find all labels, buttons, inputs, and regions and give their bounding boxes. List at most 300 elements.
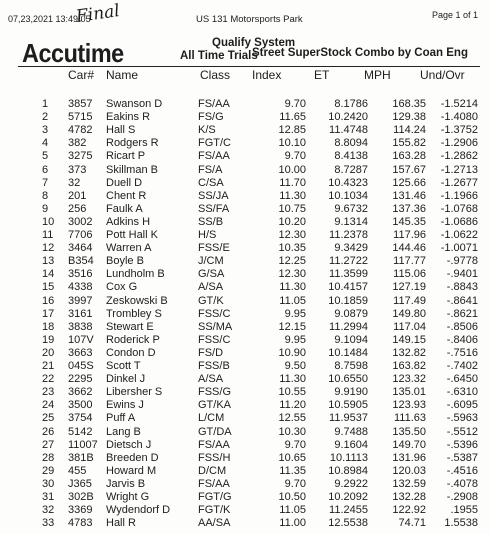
index-time: 10.35 <box>278 242 306 255</box>
table-row <box>0 333 490 347</box>
table-row <box>0 346 490 360</box>
trap-speed: 163.28 <box>392 150 426 163</box>
car-number: 3275 <box>68 150 93 163</box>
elapsed-time: 9.1314 <box>334 215 368 228</box>
car-number: 3997 <box>68 294 93 307</box>
elapsed-time: 11.2378 <box>329 229 368 241</box>
car-number: 4782 <box>68 124 93 137</box>
handwritten-final-note: Final <box>74 1 121 27</box>
elapsed-time: 9.1604 <box>334 438 368 451</box>
under-over: -.9401 <box>446 268 478 281</box>
table-row <box>0 280 490 294</box>
under-over: -.5396 <box>446 438 478 451</box>
row-position: 11 <box>42 229 54 241</box>
driver-name: Jarvis B <box>106 477 146 490</box>
race-class: L/CM <box>198 412 225 425</box>
driver-name: Dinkel J <box>106 373 146 386</box>
table-row <box>0 516 490 530</box>
table-row <box>0 149 490 163</box>
trap-speed: 114.24 <box>393 124 426 137</box>
car-number: 32 <box>68 176 81 189</box>
driver-name: Scott T <box>106 360 141 372</box>
elapsed-time: 8.7598 <box>334 360 368 372</box>
header-mph: MPH <box>364 68 391 82</box>
trap-speed: 132.59 <box>392 477 426 490</box>
race-class: FS/AA <box>198 150 230 163</box>
elapsed-time: 11.2455 <box>329 504 368 517</box>
elapsed-time: 11.4748 <box>329 124 368 137</box>
race-class: FS/AA <box>198 98 230 110</box>
car-number: 3500 <box>68 399 93 412</box>
table-row <box>0 254 490 268</box>
row-position: 25 <box>42 412 55 425</box>
under-over: -1.2906 <box>440 137 478 150</box>
under-over: -1.0071 <box>440 242 478 255</box>
trap-speed: 125.66 <box>392 176 426 189</box>
row-position: 26 <box>42 425 55 438</box>
table-row <box>0 503 490 517</box>
car-number: 302B <box>68 491 94 503</box>
trap-speed: 135.01 <box>392 386 426 399</box>
row-position: 15 <box>42 281 55 294</box>
index-time: 12.30 <box>278 229 306 241</box>
car-number: 2295 <box>68 373 93 386</box>
table-row <box>0 451 490 465</box>
table-row <box>0 267 490 281</box>
under-over: 1.5538 <box>444 517 478 530</box>
index-time: 9.50 <box>284 360 306 372</box>
table-row <box>0 477 490 491</box>
race-class: FSS/H <box>198 451 231 464</box>
table-row <box>0 136 490 150</box>
race-class: FSS/E <box>198 242 230 255</box>
index-time: 11.20 <box>279 399 306 412</box>
trap-speed: 111.63 <box>393 412 426 425</box>
car-number: 3516 <box>68 268 93 281</box>
car-number: 11007 <box>68 438 98 451</box>
elapsed-time: 9.9190 <box>334 386 368 399</box>
under-over: -.6310 <box>446 386 478 399</box>
race-class: SS/B <box>198 215 224 228</box>
under-over: -.6095 <box>446 399 478 412</box>
race-class: FS/AA <box>198 438 230 451</box>
index-time: 11.65 <box>279 111 306 124</box>
row-position: 13 <box>42 255 55 268</box>
under-over: -1.4080 <box>440 111 478 124</box>
table-row <box>0 241 490 255</box>
index-time: 10.50 <box>278 491 306 503</box>
under-over: -1.3752 <box>440 124 478 137</box>
row-position: 28 <box>42 451 55 464</box>
index-time: 11.30 <box>279 281 306 294</box>
driver-name: Duell D <box>106 176 143 189</box>
driver-name: Wydendorf D <box>106 504 171 517</box>
driver-name: Wright G <box>106 491 150 503</box>
trap-speed: 137.36 <box>392 202 426 215</box>
trap-speed: 131.96 <box>392 451 426 464</box>
table-row <box>0 294 490 308</box>
row-position: 12 <box>42 242 55 255</box>
class-combo-title: Street SuperStock Combo by Coan Eng <box>252 47 468 59</box>
trap-speed: 115.06 <box>393 268 426 281</box>
race-class: FGT/G <box>198 491 232 503</box>
under-over: -.4078 <box>446 477 478 490</box>
trap-speed: 127.19 <box>392 281 426 294</box>
under-over: -1.2862 <box>440 150 478 163</box>
elapsed-time: 11.2994 <box>329 320 368 333</box>
driver-name: Chent R <box>106 189 147 202</box>
car-number: 256 <box>68 202 87 215</box>
trap-speed: 149.70 <box>392 438 426 451</box>
driver-name: Stewart E <box>106 320 154 333</box>
row-position: 17 <box>42 307 55 320</box>
driver-name: Roderick P <box>106 333 160 346</box>
index-time: 9.95 <box>284 333 306 346</box>
row-position: 1 <box>42 98 49 110</box>
row-position: 27 <box>42 438 55 451</box>
driver-name: Skillman B <box>106 163 158 176</box>
driver-name: Boyle B <box>106 255 144 268</box>
race-class: FS/D <box>198 346 224 359</box>
race-class: FS/AA <box>198 477 230 490</box>
header-rule <box>18 66 480 67</box>
driver-name: Eakins R <box>106 111 151 124</box>
row-position: 8 <box>42 189 49 202</box>
trap-speed: 144.46 <box>392 242 426 255</box>
driver-name: Adkins H <box>106 215 151 228</box>
print-timestamp: 07,23,2021 13:49:05 <box>8 14 91 24</box>
car-number: B354 <box>68 255 94 268</box>
row-position: 20 <box>42 346 55 359</box>
trap-speed: 163.82 <box>392 360 426 372</box>
driver-name: Hall R <box>106 517 136 530</box>
under-over: -.2908 <box>446 491 478 503</box>
index-time: 11.00 <box>279 517 306 530</box>
car-number: 7706 <box>68 229 93 241</box>
under-over: -.9778 <box>446 255 478 268</box>
elapsed-time: 11.2722 <box>329 255 368 268</box>
table-row <box>0 307 490 321</box>
table-row <box>0 359 490 373</box>
header-index: Index <box>252 68 282 82</box>
elapsed-time: 10.2092 <box>328 491 368 503</box>
elapsed-time: 10.4157 <box>328 281 368 294</box>
index-time: 10.10 <box>278 137 306 150</box>
row-position: 6 <box>42 163 49 176</box>
elapsed-time: 9.2922 <box>334 477 368 490</box>
driver-name: Pott Hall K <box>106 229 158 241</box>
table-row <box>0 202 490 216</box>
race-class: FS/G <box>198 111 224 124</box>
index-time: 12.15 <box>278 320 306 333</box>
trap-speed: 168.35 <box>392 98 426 110</box>
trap-speed: 117.77 <box>393 255 426 268</box>
elapsed-time: 10.1484 <box>328 346 368 359</box>
row-position: 29 <box>42 464 55 477</box>
index-time: 9.95 <box>284 307 306 320</box>
driver-name: Hall S <box>106 124 136 137</box>
race-class: SS/JA <box>198 189 229 202</box>
session-title: All Time Trials <box>180 50 258 62</box>
race-class: J/CM <box>198 255 224 268</box>
trap-speed: 155.82 <box>392 137 426 150</box>
driver-name: Rodgers R <box>106 137 159 150</box>
row-position: 18 <box>42 320 55 333</box>
car-number: 3464 <box>68 242 93 255</box>
race-class: FSS/G <box>198 386 232 399</box>
index-time: 12.25 <box>278 255 306 268</box>
car-number: 3663 <box>68 346 93 359</box>
trap-speed: 120.03 <box>392 464 426 477</box>
index-time: 12.30 <box>278 268 306 281</box>
car-number: 045S <box>68 360 94 372</box>
race-class: FS/A <box>198 163 223 176</box>
table-row <box>0 123 490 137</box>
car-number: 3838 <box>68 320 93 333</box>
driver-name: Howard M <box>106 464 157 477</box>
trap-speed: 131.46 <box>392 189 426 202</box>
car-number: J365 <box>68 477 92 490</box>
elapsed-time: 10.1113 <box>329 451 368 464</box>
elapsed-time: 10.6550 <box>328 373 368 386</box>
elapsed-time: 12.5538 <box>328 517 368 530</box>
elapsed-time: 8.7287 <box>334 163 368 176</box>
header-name: Name <box>106 68 139 82</box>
under-over: -1.0622 <box>440 229 478 241</box>
row-position: 10 <box>42 215 55 228</box>
car-number: 5715 <box>68 111 93 124</box>
row-position: 9 <box>42 202 49 215</box>
row-position: 21 <box>42 360 55 372</box>
table-row <box>0 385 490 399</box>
under-over: -.6450 <box>446 373 478 386</box>
car-number: 373 <box>68 163 87 176</box>
under-over: -.7516 <box>446 346 478 359</box>
driver-name: Ricart P <box>106 150 146 163</box>
table-row <box>0 215 490 229</box>
under-over: -.8641 <box>446 294 478 307</box>
index-time: 11.70 <box>279 176 306 189</box>
row-position: 19 <box>42 333 55 346</box>
trap-speed: 149.80 <box>392 307 426 320</box>
index-time: 11.30 <box>279 373 306 386</box>
table-row <box>0 398 490 412</box>
driver-name: Swanson D <box>106 98 163 110</box>
driver-name: Faulk A <box>106 202 143 215</box>
race-class: A/SA <box>198 281 224 294</box>
race-class: GT/DA <box>198 425 232 438</box>
driver-name: Condon D <box>106 346 156 359</box>
car-number: 3662 <box>68 386 93 399</box>
driver-name: Lundholm B <box>106 268 165 281</box>
race-class: SS/FA <box>198 202 230 215</box>
driver-name: Warren A <box>106 242 152 255</box>
row-position: 31 <box>42 491 55 503</box>
table-row <box>0 438 490 452</box>
elapsed-time: 11.3599 <box>329 268 368 281</box>
elapsed-time: 11.9537 <box>329 412 368 425</box>
elapsed-time: 10.2420 <box>328 111 368 124</box>
race-class: A/SA <box>198 373 224 386</box>
table-row <box>0 176 490 190</box>
car-number: 3161 <box>68 307 93 320</box>
trap-speed: 157.67 <box>392 163 426 176</box>
index-time: 10.90 <box>278 346 306 359</box>
table-row <box>0 163 490 177</box>
system-title: Qualify System <box>212 37 296 49</box>
row-position: 7 <box>42 176 49 189</box>
race-class: FSS/C <box>198 307 231 320</box>
under-over: -1.1966 <box>440 189 478 202</box>
car-number: 381B <box>68 451 94 464</box>
under-over: -.5512 <box>446 425 478 438</box>
row-position: 23 <box>42 386 55 399</box>
car-number: 5142 <box>68 425 93 438</box>
page-indicator: Page 1 of 1 <box>431 10 478 20</box>
row-position: 2 <box>42 111 49 124</box>
car-number: 3369 <box>68 504 93 517</box>
index-time: 10.20 <box>278 215 306 228</box>
trap-speed: 117.04 <box>393 320 426 333</box>
race-class: H/S <box>198 229 217 241</box>
table-row <box>0 425 490 439</box>
race-class: G/SA <box>198 268 225 281</box>
driver-name: Breeden D <box>106 451 159 464</box>
trap-speed: 132.28 <box>392 491 426 503</box>
race-class: AA/SA <box>198 517 231 530</box>
driver-name: Zeskowski B <box>106 294 168 307</box>
table-row <box>0 189 490 203</box>
under-over: -.7402 <box>446 360 478 372</box>
car-number: 201 <box>68 189 87 202</box>
trap-speed: 123.32 <box>392 373 426 386</box>
under-over: -.4516 <box>446 464 478 477</box>
elapsed-time: 10.1034 <box>328 189 368 202</box>
elapsed-time: 9.3429 <box>334 242 368 255</box>
trap-speed: 122.92 <box>392 504 426 517</box>
index-time: 10.65 <box>278 451 306 464</box>
row-position: 16 <box>42 294 55 307</box>
table-row <box>0 320 490 334</box>
car-number: 455 <box>68 464 87 477</box>
elapsed-time: 10.4323 <box>328 176 368 189</box>
index-time: 9.70 <box>284 150 306 163</box>
index-time: 11.30 <box>279 189 306 202</box>
under-over: -.8621 <box>446 307 478 320</box>
index-time: 9.70 <box>284 477 306 490</box>
car-number: 4783 <box>68 517 93 530</box>
under-over: -.8406 <box>446 333 478 346</box>
trap-speed: 132.82 <box>392 346 426 359</box>
index-time: 11.05 <box>279 504 306 517</box>
elapsed-time: 10.8984 <box>328 464 368 477</box>
elapsed-time: 9.6732 <box>334 202 368 215</box>
race-class: K/S <box>198 124 216 137</box>
driver-name: Cox G <box>106 281 138 294</box>
car-number: 107V <box>68 333 94 346</box>
index-time: 11.05 <box>279 294 306 307</box>
row-position: 24 <box>42 399 55 412</box>
table-row <box>0 97 490 111</box>
index-time: 9.70 <box>284 98 306 110</box>
driver-name: Puff A <box>106 412 136 425</box>
elapsed-time: 9.0879 <box>334 307 368 320</box>
table-row <box>0 490 490 504</box>
race-class: GT/K <box>198 294 224 307</box>
under-over: -1.2677 <box>440 176 478 189</box>
elapsed-time: 9.1094 <box>334 333 368 346</box>
car-number: 3857 <box>68 98 93 110</box>
index-time: 12.55 <box>278 412 306 425</box>
elapsed-time: 8.1786 <box>334 98 368 110</box>
accutime-logo: Accutime <box>22 38 124 68</box>
index-time: 10.00 <box>278 163 306 176</box>
race-class: D/CM <box>198 464 227 477</box>
trap-speed: 117.49 <box>393 294 426 307</box>
car-number: 3754 <box>68 412 93 425</box>
car-number: 3002 <box>68 215 93 228</box>
index-time: 9.70 <box>284 438 306 451</box>
header-class: Class <box>200 68 231 82</box>
elapsed-time: 10.5905 <box>328 399 368 412</box>
row-position: 30 <box>42 477 55 490</box>
row-position: 3 <box>42 124 49 137</box>
car-number: 4338 <box>68 281 93 294</box>
race-class: FSS/B <box>198 360 230 372</box>
index-time: 10.55 <box>278 386 306 399</box>
under-over: -1.0768 <box>440 202 478 215</box>
elapsed-time: 8.4138 <box>334 150 368 163</box>
under-over: -.5963 <box>446 412 478 425</box>
driver-name: Libersher S <box>106 386 163 399</box>
trap-speed: 117.96 <box>393 229 426 241</box>
under-over: .1955 <box>450 504 478 517</box>
row-position: 22 <box>42 373 55 386</box>
index-time: 10.30 <box>278 425 306 438</box>
race-class: FGT/K <box>198 504 231 517</box>
race-class: GT/KA <box>198 399 232 412</box>
table-row <box>0 228 490 242</box>
trap-speed: 149.15 <box>392 333 426 346</box>
index-time: 10.75 <box>278 202 306 215</box>
index-time: 11.35 <box>279 464 306 477</box>
elapsed-time: 9.7488 <box>334 425 368 438</box>
row-position: 4 <box>42 137 49 150</box>
race-class: FSS/C <box>198 333 231 346</box>
header-und-ovr: Und/Ovr <box>420 68 465 82</box>
trap-speed: 145.35 <box>392 215 426 228</box>
driver-name: Dietsch J <box>106 438 152 451</box>
header-car: Car# <box>68 68 95 82</box>
driver-name: Ewins J <box>106 399 144 412</box>
track-name: US 131 Motorsports Park <box>196 14 303 25</box>
race-class: FGT/C <box>198 137 231 150</box>
table-row <box>0 110 490 124</box>
race-class: C/SA <box>198 176 224 189</box>
elapsed-time: 8.8094 <box>334 137 368 150</box>
trap-speed: 74.71 <box>398 517 426 530</box>
under-over: -1.0686 <box>440 215 478 228</box>
under-over: -1.5214 <box>440 98 478 110</box>
row-position: 33 <box>42 517 55 530</box>
table-row <box>0 411 490 425</box>
elapsed-time: 10.1859 <box>328 294 368 307</box>
table-row <box>0 372 490 386</box>
under-over: -.8506 <box>446 320 478 333</box>
driver-name: Trombley S <box>106 307 162 320</box>
trap-speed: 129.38 <box>392 111 426 124</box>
header-et: ET <box>314 68 330 82</box>
